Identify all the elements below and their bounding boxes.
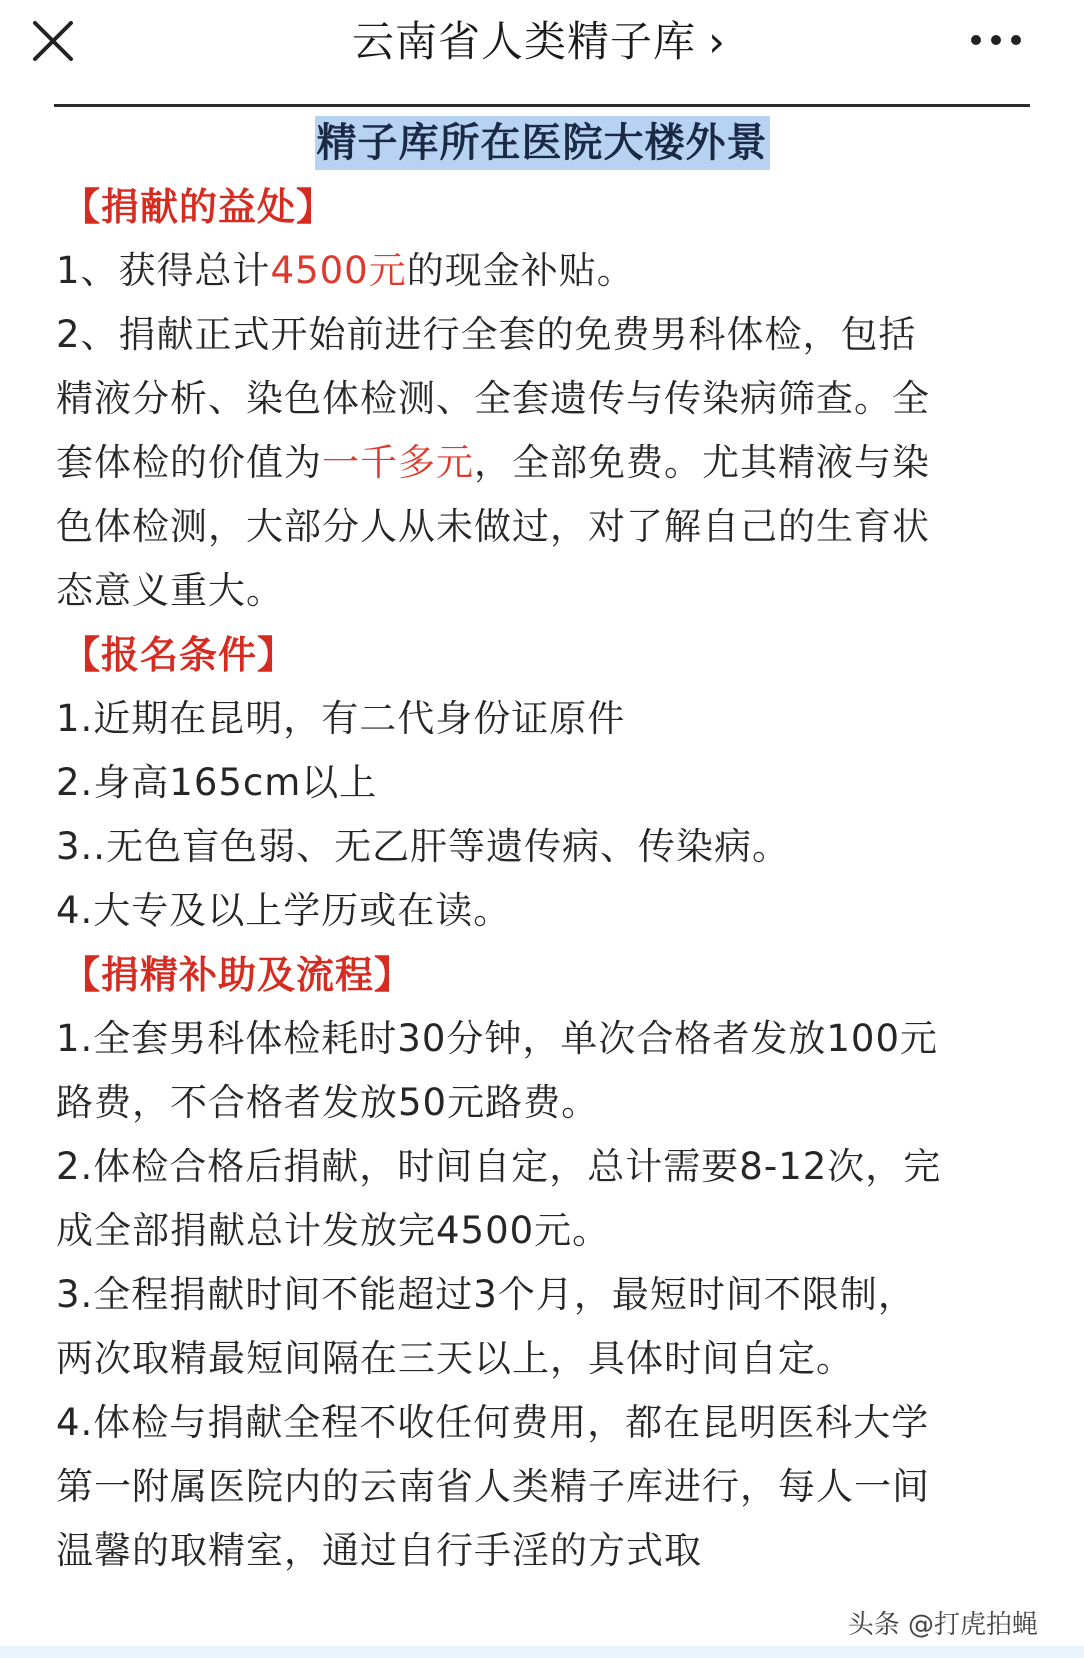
paragraph-line: 态意义重大。 xyxy=(56,569,284,612)
paragraph-line: 色体检测，大部分人从未做过，对了解自己的生育状 xyxy=(56,505,930,548)
section-title-benefits: 【捐献的益处】 xyxy=(62,185,336,229)
paragraph-line: 温馨的取精室，通过自行手淫的方式取 xyxy=(56,1529,702,1572)
text-run: 的现金补贴。 xyxy=(406,249,635,292)
paragraph-line: 2、捐献正式开始前进行全套的免费男科体检，包括 xyxy=(56,313,917,356)
article-body xyxy=(56,175,1031,1583)
paragraph-line: 4.体检与捐献全程不收任何费用，都在昆明医科大学 xyxy=(56,1401,930,1444)
text-run: 套体检的价值为 xyxy=(56,441,322,484)
paragraph-line: 4.大专及以上学历或在读。 xyxy=(56,889,512,932)
paragraph-line: 3.全程捐献时间不能超过3个月，最短时间不限制， xyxy=(56,1273,916,1316)
section-title-requirements: 【报名条件】 xyxy=(62,633,297,677)
chevron-right-icon: › xyxy=(708,17,726,66)
nav-title-link[interactable] xyxy=(0,14,1084,70)
text-run: ，全部免费。尤其精液与染 xyxy=(474,441,930,484)
watermark: 头条 @打虎拍蝇 xyxy=(847,1610,1038,1640)
paragraph-line: 两次取精最短间隔在三天以上，具体时间自定。 xyxy=(56,1337,854,1380)
divider xyxy=(54,104,1030,107)
paragraph-line: 成全部捐献总计发放完4500元。 xyxy=(56,1209,611,1252)
paragraph-line: 3..无色盲色弱、无乙肝等遗传病、传染病。 xyxy=(56,825,791,868)
paragraph-line xyxy=(56,239,1031,303)
paragraph-line xyxy=(56,431,1031,495)
top-navigation-bar xyxy=(0,0,1084,90)
paragraph-line: 1.全套男科体检耗时30分钟，单次合格者发放100元 xyxy=(56,1017,939,1060)
section-title-process: 【捐精补助及流程】 xyxy=(62,953,414,997)
more-icon[interactable] xyxy=(968,28,1024,52)
paragraph-line: 2.身高165cm以上 xyxy=(56,761,378,804)
account-name[interactable]: 云南省人类精子库 xyxy=(351,17,696,66)
text-run: 1、获得总计 xyxy=(56,249,271,292)
paragraph-line: 路费，不合格者发放50元路费。 xyxy=(56,1081,600,1124)
highlight-amount: 4500元 xyxy=(270,249,407,292)
bottom-strip xyxy=(0,1646,1084,1658)
paragraph-line: 精液分析、染色体检测、全套遗传与传染病筛查。全 xyxy=(56,377,930,420)
paragraph-line: 2.体检合格后捐献，时间自定，总计需要8-12次，完 xyxy=(56,1145,942,1188)
highlight-value: 一千多元 xyxy=(322,441,474,484)
image-caption-heading xyxy=(0,116,1084,170)
paragraph-line: 第一附属医院内的云南省人类精子库进行，每人一间 xyxy=(56,1465,930,1508)
caption-text: 精子库所在医院大楼外景 xyxy=(315,116,770,170)
paragraph-line: 1.近期在昆明，有二代身份证原件 xyxy=(56,697,626,740)
